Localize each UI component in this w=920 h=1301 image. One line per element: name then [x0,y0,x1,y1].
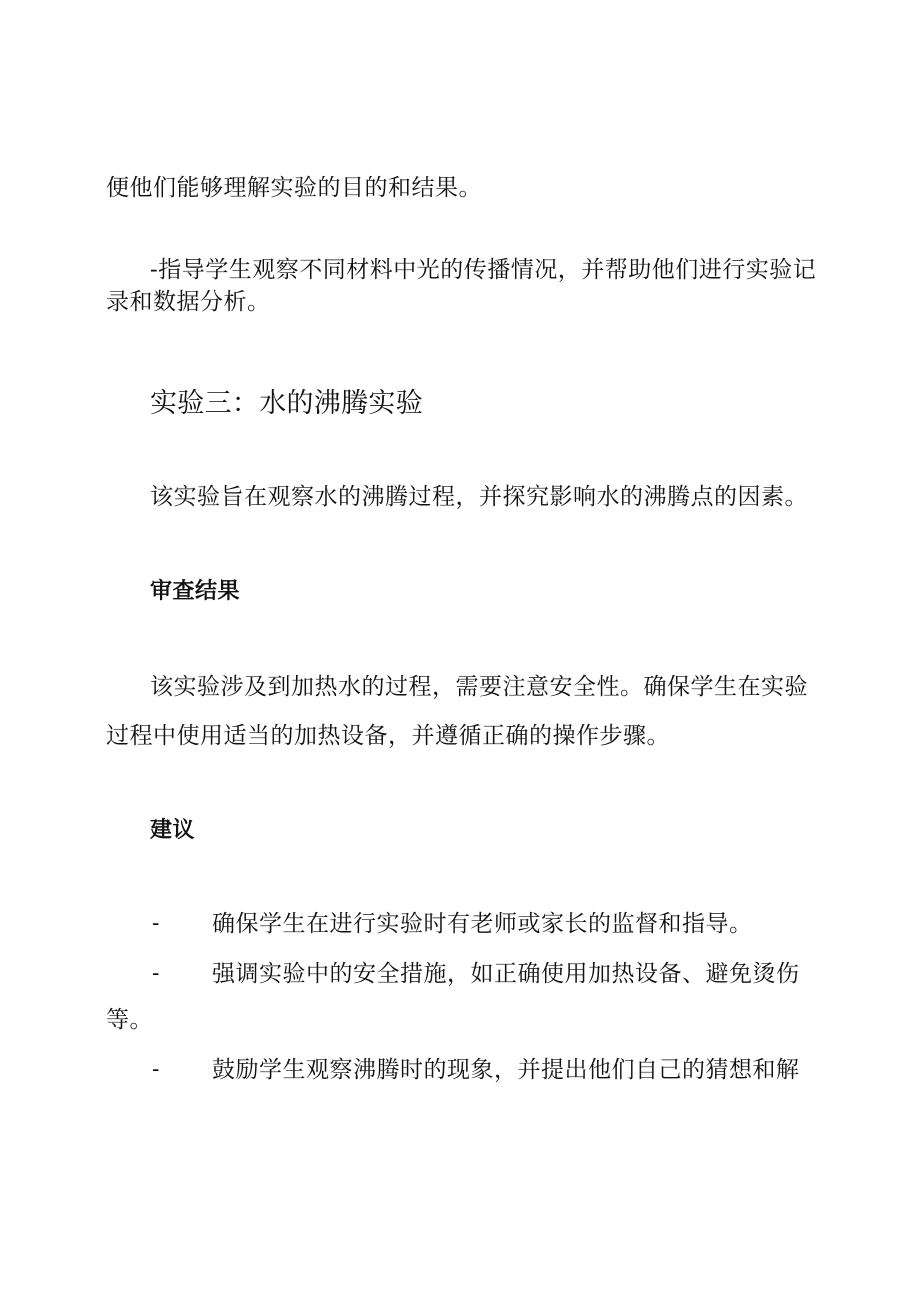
suggestion-3-dash: - [152,1057,160,1082]
suggestion-2-text-line-2: 等。 [106,1007,153,1033]
suggestion-3-text: 鼓励学生观察沸腾时的现象，并提出他们自己的猜想和解 [212,1057,800,1083]
bullet-intro-line-1: -指导学生观察不同材料中光的传播情况，并帮助他们进行实验记 [150,257,817,283]
review-heading: 审查结果 [150,579,241,604]
experiment-heading: 实验三：水的沸腾实验 [150,388,423,419]
review-text-line-1: 该实验涉及到加热水的过程，需要注意安全性。确保学生在实验 [150,674,808,700]
bullet-intro-line-2: 录和数据分析。 [106,289,271,315]
review-text-line-2: 过程中使用适当的加热设备，并遵循正确的操作步骤。 [106,723,670,749]
continuation-text-line: 便他们能够理解实验的目的和结果。 [106,175,482,201]
suggestion-2-dash: - [152,961,160,986]
suggestion-1-text: 确保学生在进行实验时有老师或家长的监督和指导。 [212,911,753,937]
suggestion-2-text-line-1: 强调实验中的安全措施，如正确使用加热设备、避免烫伤 [212,961,800,987]
experiment-description: 该实验旨在观察水的沸腾过程，并探究影响水的沸腾点的因素。 [150,484,808,510]
suggestion-1-dash: - [152,911,160,936]
suggestions-heading: 建议 [150,818,196,843]
